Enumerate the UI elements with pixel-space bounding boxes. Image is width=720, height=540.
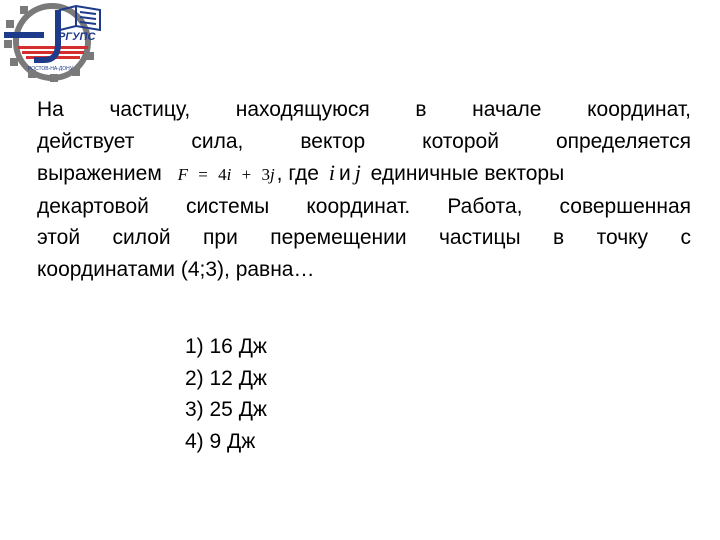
university-logo — [0, 0, 112, 86]
formula-var2: j — [269, 165, 275, 184]
question-line-2: действует сила, вектор которой определяется — [37, 129, 691, 153]
answer-option-2[interactable]: 2) 12 Дж — [185, 366, 267, 390]
logo-emblem-icon — [0, 0, 112, 86]
logo-title: РГУПС — [58, 31, 96, 43]
line3-suffix: единичные векторы — [370, 162, 565, 185]
formula-coef1: 4 — [218, 165, 227, 184]
question-line-3 — [37, 157, 691, 191]
question-line-5: этой силой при перемещении частицы в точку с — [37, 226, 691, 249]
conjunction: и — [338, 162, 351, 185]
question-text — [37, 94, 691, 285]
logo-subtitle: РОСТОВ-НА-ДОНУ — [28, 66, 73, 72]
unit-vector-j: j — [354, 160, 361, 185]
unit-vector-i: i — [328, 160, 335, 185]
formula-var1: i — [226, 165, 232, 184]
question-line-4: декартовой системы координат. Работа, совершенная — [37, 194, 691, 218]
question-line-1: На частицу, находящуюся в начале координат, — [37, 98, 691, 121]
answer-options — [185, 331, 267, 457]
formula-lhs: F — [177, 165, 189, 184]
formula-eq: = — [198, 165, 208, 184]
answer-option-3[interactable]: 3) 25 Дж — [185, 398, 267, 421]
force-formula — [178, 159, 275, 191]
answer-option-1[interactable]: 1) 16 Дж — [185, 335, 267, 358]
line3-prefix: выражением — [37, 162, 162, 185]
formula-coef2: 3 — [261, 165, 270, 184]
question-line-6: координатами (4;3), равна… — [37, 257, 315, 281]
formula-plus: + — [241, 165, 252, 184]
line3-after-formula: , где — [276, 162, 319, 185]
answer-option-4[interactable]: 4) 9 Дж — [185, 429, 256, 453]
